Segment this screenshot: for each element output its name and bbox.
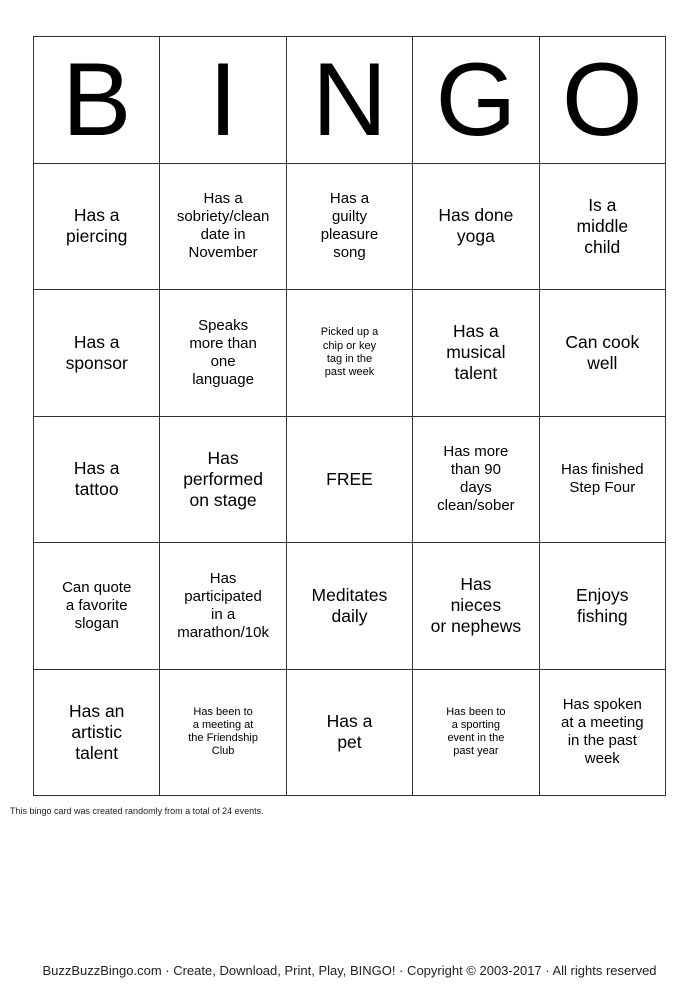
header-letter: O bbox=[561, 41, 643, 158]
bingo-cell bbox=[413, 417, 539, 544]
header-cell-n bbox=[287, 37, 413, 164]
header-letter: G bbox=[435, 41, 517, 158]
bingo-cell bbox=[413, 164, 539, 291]
bingo-cell bbox=[413, 543, 539, 670]
cell-text: Can quote a favorite slogan bbox=[62, 578, 132, 632]
cell-text: Has done yoga bbox=[438, 205, 514, 247]
generation-note: This bingo card was created randomly from a total of 24 events. bbox=[10, 806, 264, 816]
bingo-cell bbox=[160, 417, 286, 544]
header-letter: B bbox=[62, 41, 132, 158]
bingo-cell bbox=[160, 670, 286, 797]
cell-text: Has a piercing bbox=[66, 205, 128, 247]
cell-text: Has participated in a marathon/10k bbox=[177, 569, 269, 641]
cell-text: Has performed on stage bbox=[183, 447, 263, 510]
free-space-text: FREE bbox=[326, 468, 373, 489]
bingo-cell bbox=[287, 670, 413, 797]
bingo-cell bbox=[540, 543, 666, 670]
bingo-cell bbox=[287, 290, 413, 417]
cell-text: Has spoken at a meeting in the past week bbox=[561, 696, 644, 768]
bingo-cell bbox=[287, 164, 413, 291]
cell-text: Has been to a sporting event in the past year bbox=[446, 705, 506, 758]
bingo-cell bbox=[540, 417, 666, 544]
bingo-cell bbox=[160, 543, 286, 670]
cell-text: Has finished Step Four bbox=[561, 461, 644, 497]
cell-text: Has a guilty pleasure song bbox=[320, 190, 379, 262]
bingo-cell bbox=[540, 290, 666, 417]
cell-text: Has nieces or nephews bbox=[430, 574, 522, 637]
cell-text: Speaks more than one language bbox=[189, 316, 257, 388]
cell-text: Meditates daily bbox=[311, 584, 388, 626]
header-letter: I bbox=[208, 41, 238, 158]
bingo-cell bbox=[540, 670, 666, 797]
header-cell-g bbox=[413, 37, 539, 164]
cell-text: Has an artistic talent bbox=[68, 700, 125, 763]
cell-text: Enjoys fishing bbox=[576, 584, 629, 626]
bingo-cell bbox=[34, 290, 160, 417]
cell-text: Is a middle child bbox=[576, 194, 629, 257]
free-space-cell bbox=[287, 417, 413, 544]
bingo-cell bbox=[287, 543, 413, 670]
cell-text: Has a musical talent bbox=[446, 321, 506, 384]
bingo-cell bbox=[34, 543, 160, 670]
header-cell-i bbox=[160, 37, 286, 164]
footer-copyright: BuzzBuzzBingo.com · Create, Download, Print, Play, BINGO! · Copyright © 2003-2017 · All rights reserved bbox=[42, 963, 657, 978]
header-cell-b bbox=[34, 37, 160, 164]
bingo-cell bbox=[413, 290, 539, 417]
cell-text: Has a sponsor bbox=[65, 331, 128, 373]
cell-text: Can cook well bbox=[565, 331, 640, 373]
cell-text: Has a pet bbox=[326, 711, 373, 753]
bingo-cell bbox=[34, 417, 160, 544]
bingo-cell bbox=[540, 164, 666, 291]
bingo-cell bbox=[34, 164, 160, 291]
cell-text: Has a tattoo bbox=[73, 458, 120, 500]
cell-text: Picked up a chip or key tag in the past week bbox=[320, 326, 379, 378]
bingo-cell bbox=[34, 670, 160, 797]
header-cell-o bbox=[540, 37, 666, 164]
bingo-card bbox=[33, 36, 666, 796]
header-letter: N bbox=[311, 41, 388, 158]
bingo-cell bbox=[160, 164, 286, 291]
bingo-cell bbox=[160, 290, 286, 417]
cell-text: Has more than 90 days clean/sober bbox=[437, 443, 515, 515]
bingo-cell bbox=[413, 670, 539, 797]
cell-text: Has been to a meeting at the Friendship Club bbox=[188, 705, 258, 758]
cell-text: Has a sobriety/clean date in November bbox=[176, 190, 270, 262]
